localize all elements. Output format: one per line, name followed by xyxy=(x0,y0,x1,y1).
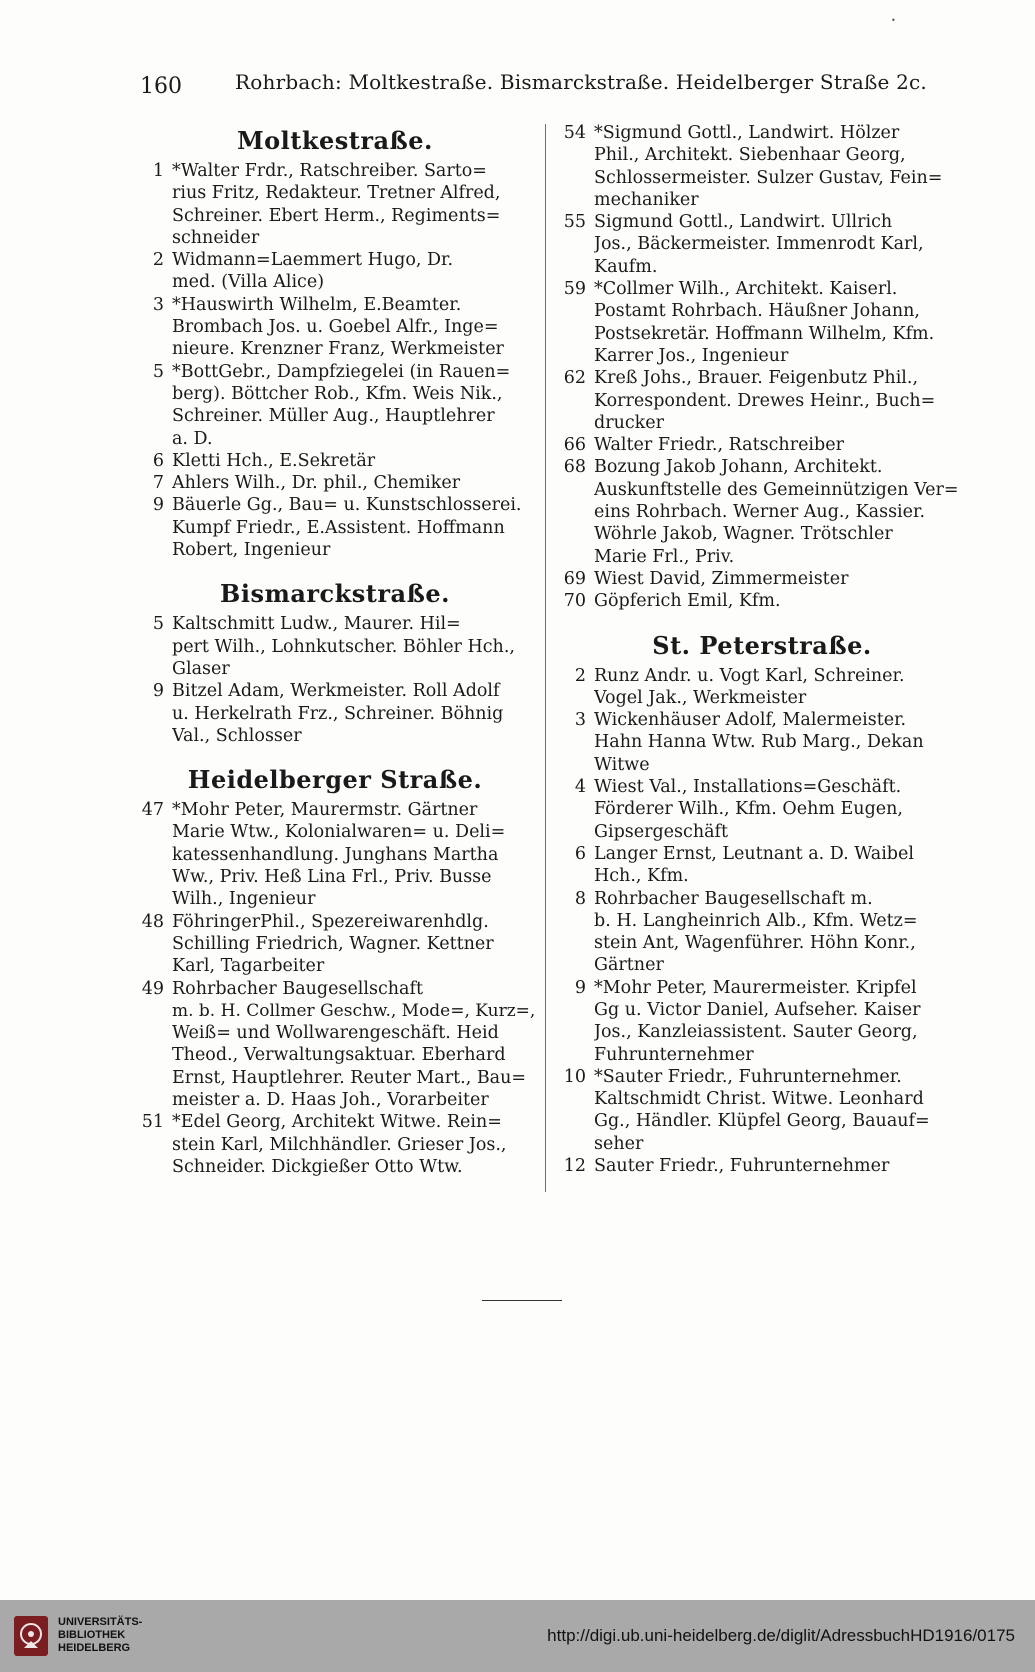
entry-line: *BottGebr., Dampfziegelei (in Rauen= xyxy=(172,361,511,382)
house-number: 6 xyxy=(574,843,586,864)
university-seal-icon xyxy=(12,1614,50,1658)
entry-line: u. Herkelrath Frz., Schreiner. Böhnig xyxy=(172,703,504,724)
right-column xyxy=(552,122,972,1177)
library-name-line: HEIDELBERG xyxy=(58,1642,131,1654)
house-number: 48 xyxy=(141,911,164,932)
house-number: 68 xyxy=(563,457,586,478)
entry-line: meister a. D. Haas Joh., Vorarbeiter xyxy=(172,1089,489,1110)
footer-bar xyxy=(0,1600,1035,1672)
entry-line: Hahn Hanna Wtw. Rub Marg., Dekan xyxy=(594,732,924,753)
house-number: 51 xyxy=(141,1112,164,1133)
address-entry xyxy=(552,590,972,612)
house-number: 12 xyxy=(563,1156,586,1177)
entry-line: Marie Frl., Priv. xyxy=(594,546,735,567)
entry-line: Göpferich Emil, Kfm. xyxy=(594,591,781,612)
running-title: Rohrbach: Moltkestraße. Bismarckstraße. Heidelberger Straße 2c. xyxy=(235,70,927,94)
library-name-line: UNIVERSITÄTS- xyxy=(58,1616,143,1628)
column-divider xyxy=(545,124,546,1192)
entry-line: Schilling Friedrich, Wagner. Kettner xyxy=(172,933,494,954)
entry-line: drucker xyxy=(594,412,664,433)
address-entry xyxy=(130,494,540,561)
entry-line: Schneider. Dickgießer Otto Wtw. xyxy=(172,1156,463,1177)
entry-line: *Edel Georg, Architekt Witwe. Rein= xyxy=(172,1112,502,1133)
street-heading: St. Peterstraße. xyxy=(652,630,872,660)
house-number: 10 xyxy=(563,1066,586,1087)
entry-line: Ernst, Hauptlehrer. Reuter Mart., Bau= xyxy=(172,1067,527,1088)
entry-line: Sigmund Gottl., Landwirt. Ullrich xyxy=(594,212,893,233)
address-entry xyxy=(130,294,540,361)
entry-line: Fuhrunternehmer xyxy=(594,1044,754,1065)
house-number: 54 xyxy=(563,123,586,143)
entry-line: Karrer Jos., Ingenieur xyxy=(594,345,789,366)
permalink-url[interactable]: http://digi.ub.uni-heidelberg.de/diglit/AdressbuchHD1916/0175 xyxy=(547,1626,1015,1645)
entry-line: stein Karl, Milchhändler. Grieser Jos., xyxy=(172,1134,507,1155)
house-number: 1 xyxy=(152,161,164,181)
entry-line: Glaser xyxy=(172,658,230,679)
house-number: 5 xyxy=(152,614,164,635)
entry-line: Gipsergeschäft xyxy=(594,821,729,842)
entry-line: Langer Ernst, Leutnant a. D. Waibel xyxy=(594,843,914,864)
entry-line: Kreß Johs., Brauer. Feigenbutz Phil., xyxy=(594,368,919,389)
entry-line: Schreiner. Ebert Herm., Regiments= xyxy=(172,205,501,226)
house-number: 3 xyxy=(152,294,164,315)
entry-line: Karl, Tagarbeiter xyxy=(172,956,325,977)
address-entry xyxy=(552,843,972,888)
entry-line: Wickenhäuser Adolf, Malermeister. xyxy=(594,710,907,731)
entry-line: Bitzel Adam, Werkmeister. Roll Adolf xyxy=(172,681,500,702)
address-entry xyxy=(552,977,972,1066)
entry-line: Kaltschmitt Ludw., Maurer. Hil= xyxy=(172,614,461,635)
entry-line: stein Ant, Wagenführer. Höhn Konr., xyxy=(594,933,916,954)
entry-line: Weiß= und Wollwarengeschäft. Heid xyxy=(172,1023,499,1044)
entry-line: Förderer Wilh., Kfm. Oehm Eugen, xyxy=(594,799,903,820)
entry-line: Robert, Ingenieur xyxy=(172,540,331,561)
entry-line: Kaltschmidt Christ. Witwe. Leonhard xyxy=(594,1089,924,1110)
section-gap xyxy=(130,747,540,761)
entry-line: a. D. xyxy=(172,428,213,449)
entry-line: Kaufm. xyxy=(594,256,658,277)
house-number: 55 xyxy=(563,212,586,233)
address-entry xyxy=(130,911,540,978)
house-number: 2 xyxy=(152,250,164,271)
entry-line: Gärtner xyxy=(594,955,664,976)
entry-line: Kletti Hch., E.Sekretär xyxy=(172,450,376,471)
library-name xyxy=(58,1616,142,1655)
entry-line: Jos., Kanzleiassistent. Sauter Georg, xyxy=(594,1022,918,1043)
address-entry xyxy=(552,568,972,590)
house-number: 2 xyxy=(574,665,586,686)
entry-line: *Mohr Peter, Maurermstr. Gärtner xyxy=(172,800,478,821)
house-number: 6 xyxy=(152,450,164,471)
address-entry xyxy=(552,122,972,211)
address-entry xyxy=(552,665,972,710)
entry-line: Postsekretär. Hoffmann Wilhelm, Kfm. xyxy=(594,323,935,344)
entry-line: eins Rohrbach. Werner Aug., Kassier. xyxy=(594,502,926,523)
street-heading: Heidelberger Straße. xyxy=(187,765,483,795)
entry-line: Ww., Priv. Heß Lina Frl., Priv. Busse xyxy=(172,867,492,888)
entry-line: rius Fritz, Redakteur. Tretner Alfred, xyxy=(172,183,501,204)
entry-line: Ahlers Wilh., Dr. phil., Chemiker xyxy=(172,473,461,494)
house-number: 3 xyxy=(574,710,586,731)
section-gap xyxy=(552,613,972,627)
address-entry xyxy=(130,613,540,680)
entry-line: pert Wilh., Lohnkutscher. Böhler Hch., xyxy=(172,636,515,657)
house-number: 8 xyxy=(574,888,586,909)
entry-line: Brombach Jos. u. Goebel Alfr., Inge= xyxy=(172,317,499,338)
entry-line: FöhringerPhil., Spezereiwarenhdlg. xyxy=(172,911,489,932)
address-entry xyxy=(552,709,972,776)
address-entry xyxy=(552,211,972,278)
address-entry xyxy=(552,1155,972,1177)
entry-line: Bozung Jakob Johann, Architekt. xyxy=(594,457,883,478)
address-entry xyxy=(552,434,972,456)
address-entry xyxy=(130,450,540,472)
left-column xyxy=(130,122,540,1178)
entry-line: Walter Friedr., Ratschreiber xyxy=(594,435,844,456)
address-entry xyxy=(552,278,972,367)
address-entry xyxy=(130,799,540,910)
address-entry xyxy=(130,680,540,747)
house-number: 9 xyxy=(152,681,164,702)
entry-line: Korrespondent. Drewes Heinr., Buch= xyxy=(594,390,936,411)
entry-line: Val., Schlosser xyxy=(172,725,302,746)
entry-line: *Sigmund Gottl., Landwirt. Hölzer xyxy=(594,123,900,143)
house-number: 69 xyxy=(563,568,586,589)
entry-line: Marie Wtw., Kolonialwaren= u. Deli= xyxy=(172,822,506,843)
address-entry xyxy=(552,776,972,843)
entry-line: Gg u. Victor Daniel, Aufseher. Kaiser xyxy=(594,999,921,1020)
entry-line: Theod., Verwaltungsaktuar. Eberhard xyxy=(172,1045,506,1066)
address-entry xyxy=(130,249,540,294)
end-rule xyxy=(482,1300,562,1301)
entry-line: *Sauter Friedr., Fuhrunternehmer. xyxy=(594,1066,902,1087)
stray-mark: • xyxy=(891,16,896,25)
house-number: 9 xyxy=(574,977,586,998)
entry-line: seher xyxy=(594,1133,644,1154)
house-number: 9 xyxy=(152,495,164,516)
entry-line: *Hauswirth Wilhelm, E.Beamter. xyxy=(172,294,462,315)
entry-line: Postamt Rohrbach. Häußner Johann, xyxy=(594,301,920,322)
address-entry xyxy=(552,1066,972,1155)
entry-line: med. (Villa Alice) xyxy=(172,272,325,293)
address-entry xyxy=(552,888,972,977)
house-number: 59 xyxy=(563,279,586,300)
entry-line: *Mohr Peter, Maurermeister. Kripfel xyxy=(594,977,917,998)
street-heading: Bismarckstraße. xyxy=(220,579,450,609)
entry-line: Jos., Bäckermeister. Immenrodt Karl, xyxy=(594,234,924,255)
entry-line: Wiest David, Zimmermeister xyxy=(594,568,849,589)
house-number: 62 xyxy=(563,368,586,389)
address-entry xyxy=(130,160,540,249)
entry-line: Widmann=Laemmert Hugo, Dr. xyxy=(172,250,454,271)
entry-line: Runz Andr. u. Vogt Karl, Schreiner. xyxy=(594,665,905,686)
house-number: 70 xyxy=(563,591,586,612)
entry-line: Schlossermeister. Sulzer Gustav, Fein= xyxy=(594,167,943,188)
street-heading: Moltkestraße. xyxy=(237,126,433,155)
entry-line: Rohrbacher Baugesellschaft m. xyxy=(594,888,873,909)
entry-line: Wiest Val., Installations=Geschäft. xyxy=(594,777,902,798)
entry-line: Bäuerle Gg., Bau= u. Kunstschlosserei. xyxy=(172,495,522,516)
address-entry xyxy=(130,978,540,1112)
entry-line: Kumpf Friedr., E.Assistent. Hoffmann xyxy=(172,517,505,538)
house-number: 7 xyxy=(152,473,164,494)
entry-line: Phil., Architekt. Siebenhaar Georg, xyxy=(594,145,906,166)
house-number: 4 xyxy=(574,777,586,798)
house-number: 47 xyxy=(141,800,164,821)
address-entry xyxy=(130,1111,540,1178)
entry-line: *Walter Frdr., Ratschreiber. Sarto= xyxy=(172,161,487,181)
entry-line: Rohrbacher Baugesellschaft xyxy=(172,978,423,999)
entry-line: Schreiner. Müller Aug., Hauptlehrer xyxy=(172,406,495,427)
entry-line: nieure. Krenzner Franz, Werkmeister xyxy=(172,339,504,360)
page-header xyxy=(140,66,927,106)
library-name-line: BIBLIOTHEK xyxy=(58,1629,126,1641)
address-entry xyxy=(130,361,540,450)
address-entry xyxy=(130,472,540,494)
entry-line: Witwe xyxy=(594,754,650,775)
entry-line: Sauter Friedr., Fuhrunternehmer xyxy=(594,1156,890,1177)
entry-line: Gg., Händler. Klüpfel Georg, Bauauf= xyxy=(594,1111,930,1132)
entry-line: Wilh., Ingenieur xyxy=(172,889,316,910)
address-entry xyxy=(552,456,972,567)
entry-line: m. b. H. Collmer Geschw., Mode=, Kurz=, xyxy=(172,1000,536,1021)
entry-line: Hch., Kfm. xyxy=(594,866,689,887)
entry-line: Vogel Jak., Werkmeister xyxy=(594,687,807,708)
entry-line: mechaniker xyxy=(594,189,699,210)
entry-line: Auskunftstelle des Gemeinnützigen Ver= xyxy=(594,479,959,500)
house-number: 66 xyxy=(563,435,586,456)
address-entry xyxy=(552,367,972,434)
entry-line: *Collmer Wilh., Architekt. Kaiserl. xyxy=(594,279,898,300)
house-number: 49 xyxy=(141,978,164,999)
entry-line: katessenhandlung. Junghans Martha xyxy=(172,844,499,865)
entry-line: schneider xyxy=(172,227,260,248)
entry-line: b. H. Langheinrich Alb., Kfm. Wetz= xyxy=(594,910,918,931)
entry-line: berg). Böttcher Rob., Kfm. Weis Nik., xyxy=(172,383,503,404)
house-number: 5 xyxy=(152,361,164,382)
entry-line: Wöhrle Jakob, Wagner. Trötschler xyxy=(594,524,893,545)
section-gap xyxy=(130,561,540,575)
page-number: 160 xyxy=(140,74,182,99)
